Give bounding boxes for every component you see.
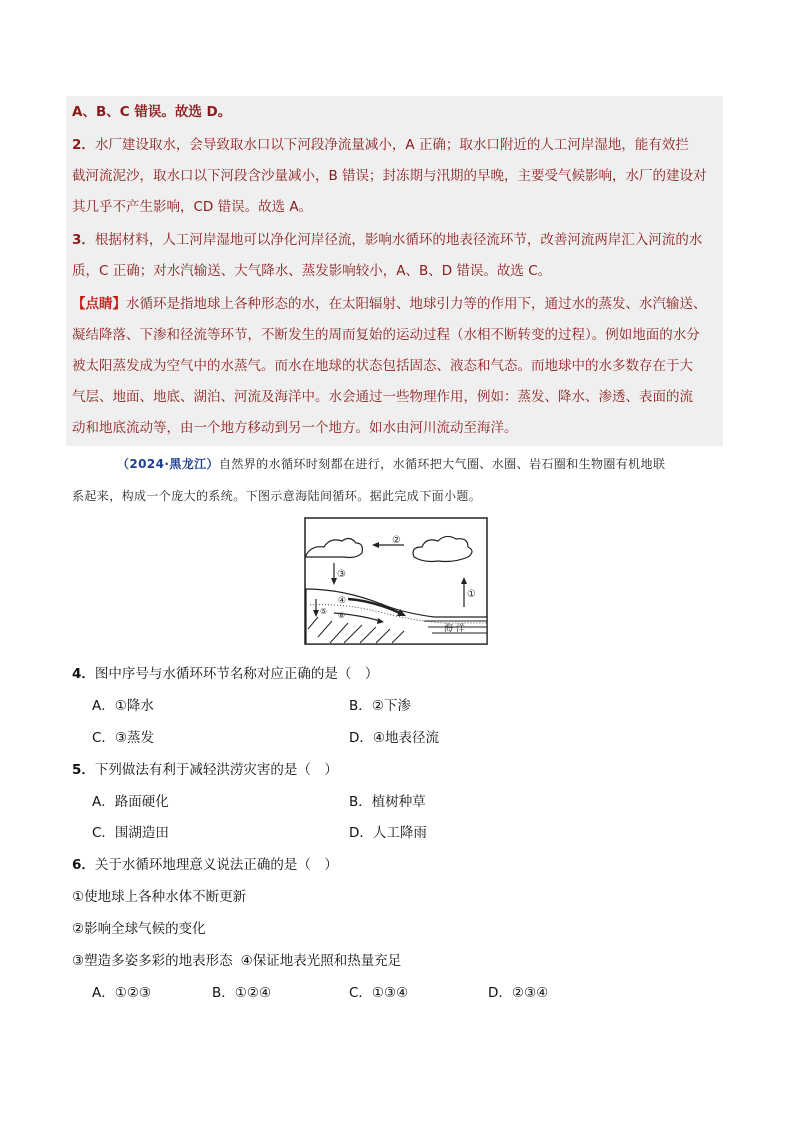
tip-line4: 气层、地面、地底、湖泊、河流及海洋中。水会通过一些物理作用，例如：蒸发、降水、渗透、表面的流 <box>72 389 693 405</box>
answer-q2-line3: 其几乎不产生影响，CD 错误。故选 A。 <box>72 199 313 215</box>
question-4-option-c[interactable]: C．③蒸发 <box>92 730 155 746</box>
question-6-statement-2: ②影响全球气候的变化 <box>72 921 206 937</box>
question-6-stem: 6．关于水循环地理意义说法正确的是（ ） <box>72 857 338 873</box>
answer-q3-line1: 3．根据材料，人工河岸湿地可以净化河岸径流，影响水循环的地表径流环节，改善河流两岸汇入河流的水 <box>72 232 703 248</box>
answer-q3-number: 3． <box>72 232 95 248</box>
label-4: ④ <box>338 596 347 606</box>
question-source: （2024·黑龙江） <box>117 457 219 471</box>
question-6-statement-3-4: ③塑造多姿多彩的地表形态 ④保证地表光照和热量充足 <box>72 953 402 969</box>
question-5-option-b[interactable]: B．植树种草 <box>349 794 426 810</box>
answer-q2-line2: 截河流泥沙，取水口以下河段含沙量减小，B 错误；封冻期与汛期的早晚，主要受气候影响，水厂的建设对 <box>72 168 707 184</box>
question-5-option-a[interactable]: A．路面硬化 <box>92 794 169 810</box>
answer-q2-number: 2． <box>72 137 95 153</box>
label-5: ⑤ <box>320 607 328 616</box>
tip-line1: 【点睛】水循环是指地球上各种形态的水，在太阳辐射、地球引力等的作用下，通过水的蒸发、水汽输送、 <box>72 296 707 312</box>
answer-q3-line2: 质，C 正确；对水汽输送、大气降水、蒸发影响较小，A、B、D 错误。故选 C。 <box>72 263 552 279</box>
water-cycle-diagram <box>304 517 488 645</box>
tip-line3: 被太阳蒸发成为空气中的水蒸气。而水在地球的状态包括固态、液态和气态。而地球中的水多数存在于大 <box>72 358 693 374</box>
label-6: ⑥ <box>338 611 346 620</box>
question-5-option-d[interactable]: D．人工降雨 <box>349 825 427 841</box>
answer-q1-tail: A、B、C 错误。故选 D。 <box>72 104 232 120</box>
question-6-option-b[interactable]: B．①②④ <box>212 985 272 1001</box>
answer-q2-line1: 2．水厂建设取水，会导致取水口以下河段净流量减小，A 正确；取水口附近的人工河岸湿地，能有效拦 <box>72 137 689 153</box>
ocean-label: 海 洋 <box>444 624 465 634</box>
question-6-statement-1: ①使地球上各种水体不断更新 <box>72 889 247 905</box>
tip-label: 【点睛】 <box>72 296 126 312</box>
label-1: ① <box>467 589 476 600</box>
question-4-option-d[interactable]: D．④地表径流 <box>349 730 439 746</box>
question-4-option-a[interactable]: A．①降水 <box>92 698 154 714</box>
question-6-option-a[interactable]: A．①②③ <box>92 985 152 1001</box>
question-6-option-d[interactable]: D．②③④ <box>488 985 549 1001</box>
question-5-stem: 5．下列做法有利于减轻洪涝灾害的是（ ） <box>72 762 338 778</box>
label-3: ③ <box>337 569 346 580</box>
label-2: ② <box>392 535 401 546</box>
intro-line1: （2024·黑龙江）自然界的水循环时刻都在进行，水循环把大气圈、水圈、岩石圈和生物圈有机地联 <box>117 457 666 471</box>
question-4-stem: 4．图中序号与水循环环节名称对应正确的是（ ） <box>72 666 379 682</box>
tip-line5: 动和地底流动等，由一个地方移动到另一个地方。如水由河川流动至海洋。 <box>72 420 518 436</box>
question-5-option-c[interactable]: C．围湖造田 <box>92 825 169 841</box>
intro-line2: 系起来，构成一个庞大的系统。下图示意海陆间循环。据此完成下面小题。 <box>72 489 482 503</box>
tip-line2: 凝结降落、下渗和径流等环节，不断发生的周而复始的运动过程（水相不断转变的过程）。例如地面的水分 <box>72 327 700 343</box>
question-4-option-b[interactable]: B．②下渗 <box>349 698 411 714</box>
question-6-option-c[interactable]: C．①③④ <box>349 985 409 1001</box>
